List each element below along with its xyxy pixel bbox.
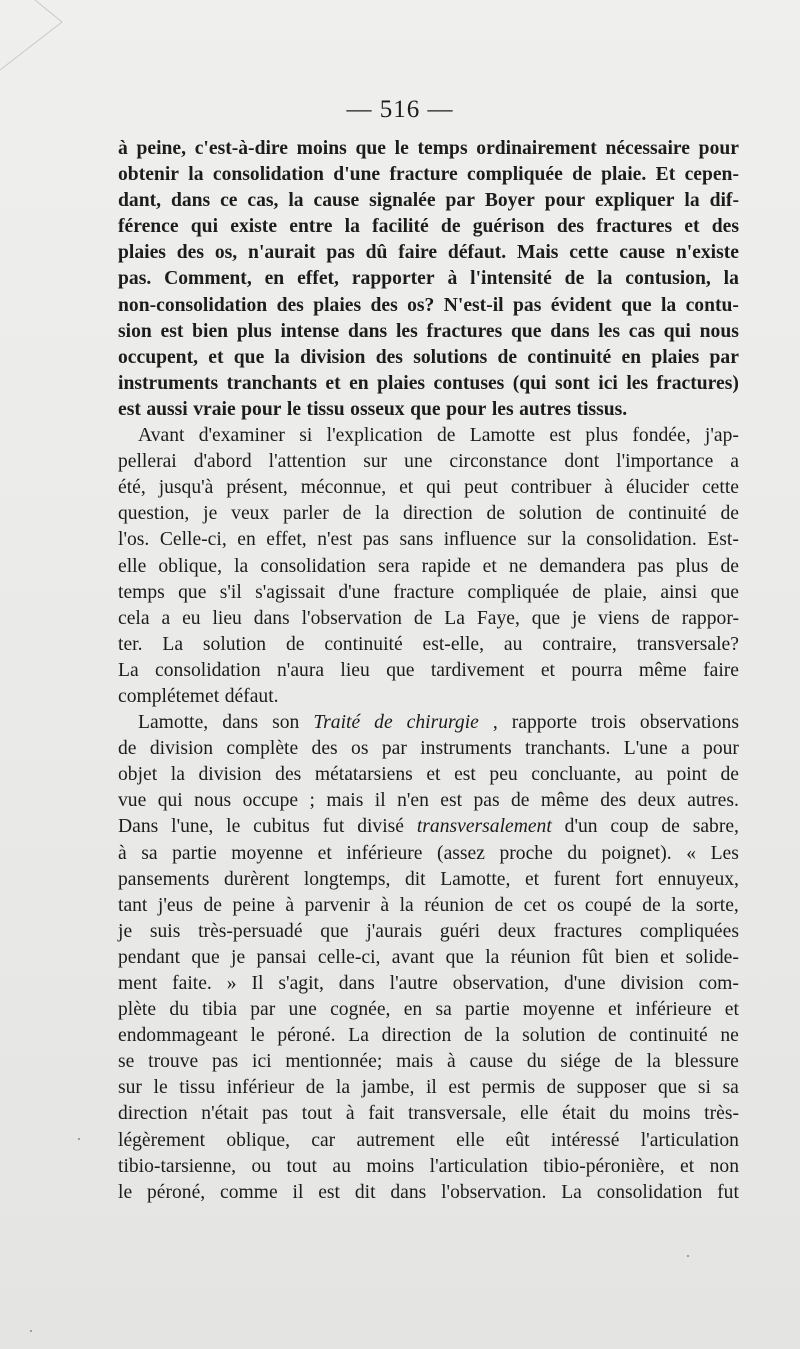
text-line: ment faite. » Il s'agit, dans l'autre observation, d'une division com- [118,973,739,994]
page-corner-fold [0,0,70,110]
text-line: instruments tranchants et en plaies contuses (qui sont ici les fractures) [118,372,739,394]
paper-speck [687,1255,689,1257]
text-line: elle oblique, la consolidation sera rapide et ne demandera pas plus de [118,555,739,577]
text-line: endommageant le péroné. La direction de la solution de continuité ne [118,1025,739,1047]
text-line: tant j'eus de peine à parvenir à la réunion de cet os coupé de la sorte, [118,894,739,916]
text-line: pansements durèrent longtemps, dit Lamotte, et furent fort ennuyeux, [118,868,739,890]
text-line: je suis très-persuadé que j'aurais guéri deux fractures compliquées [118,920,739,942]
text-line: question, je veux parler de la direction de solution de continuité de [118,503,739,525]
text-line: direction n'était pas tout à fait transversale, elle était du moins très- [118,1103,739,1125]
text-line: occupent, et que la division des solutions de continuité en plaies par [118,346,739,368]
text-line: est aussi vraie pour le tissu osseux que pour les autres tissus. [118,398,628,420]
text-line: plaies des os, n'aurait pas dû faire défaut. Mais cette cause n'existe [118,242,739,264]
text-line: de division complète des os par instruments tranchants. L'une a pour [118,738,739,760]
paragraph [118,710,739,1206]
text-line: tibio-tarsienne, ou tout au moins l'articulation tibio-péronière, et non [118,1155,739,1177]
text-line: dant, dans ce cas, la cause signalée par Boyer pour expliquer la dif- [118,190,739,212]
text-line: Dans l'une, le cubitus fut divisé transversalement d'un coup de sabre, [118,816,739,838]
text-line: obtenir la consolidation d'une fracture compliquée de plaie. Et cepen- [118,164,739,186]
text-line: pas. Comment, en effet, rapporter à l'intensité de la contusion, la [118,268,739,290]
text-line: cela a eu lieu dans l'observation de La Faye, que je viens de rappor- [118,607,739,629]
text-line: sion est bien plus intense dans les fractures que dans les cas qui nous [118,320,739,342]
text-line: le péroné, comme il est dit dans l'observation. La consolidation fut [118,1181,739,1203]
paragraph [118,136,739,423]
text-line: temps que s'il s'agissait d'une fracture compliquée de plaie, ainsi que [118,581,739,603]
text-line: à peine, c'est-à-dire moins que le temps ordinairement nécessaire pour [118,138,739,159]
text-line: pellerai d'abord l'attention sur une circonstance dont l'importance a [118,451,739,473]
text-line: complétemet défaut. [118,685,279,707]
text-line: Avant d'examiner si l'explication de Lamotte est plus fondée, j'ap- [138,425,739,447]
text-line: objet la division des métatarsiens et est peu concluante, au point de [118,764,739,786]
body-text [118,136,739,1206]
paper-speck [78,1138,80,1140]
text-line: non-consolidation des plaies des os? N'est-il pas évident que la contu- [118,294,739,316]
text-line: l'os. Celle-ci, en effet, n'est pas sans influence sur la consolidation. Est- [118,529,739,551]
text-line: sur le tissu inférieur de la jambe, il est permis de supposer que si sa [118,1077,739,1099]
text-line: légèrement oblique, car autrement elle eût intéressé l'articulation [118,1129,739,1151]
paper-speck [30,1330,32,1332]
text-line: La consolidation n'aura lieu que tardivement et pourra même faire [118,659,739,681]
page-number: — 516 — [346,96,454,123]
text-line: ter. La solution de continuité est-elle, au contraire, transversale? [118,633,739,655]
text-line: se trouve pas ici mentionnée; mais à cause du siége de la blessure [118,1051,739,1073]
text-line: Lamotte, dans son Traité de chirurgie , rapporte trois observations [138,712,739,734]
paragraph [118,423,739,710]
text-line: vue qui nous occupe ; mais il n'en est pas de même des deux autres. [118,790,739,812]
text-line: à sa partie moyenne et inférieure (assez proche du poignet). « Les [118,842,739,864]
text-line: plète du tibia par une cognée, en sa partie moyenne et inférieure et [118,999,739,1021]
text-line: été, jusqu'à présent, méconnue, et qui peut contribuer à élucider cette [118,477,739,499]
text-line: férence qui existe entre la facilité de guérison des fractures et des [118,216,739,238]
text-line: pendant que je pansai celle-ci, avant que la réunion fût bien et solide- [118,946,739,968]
